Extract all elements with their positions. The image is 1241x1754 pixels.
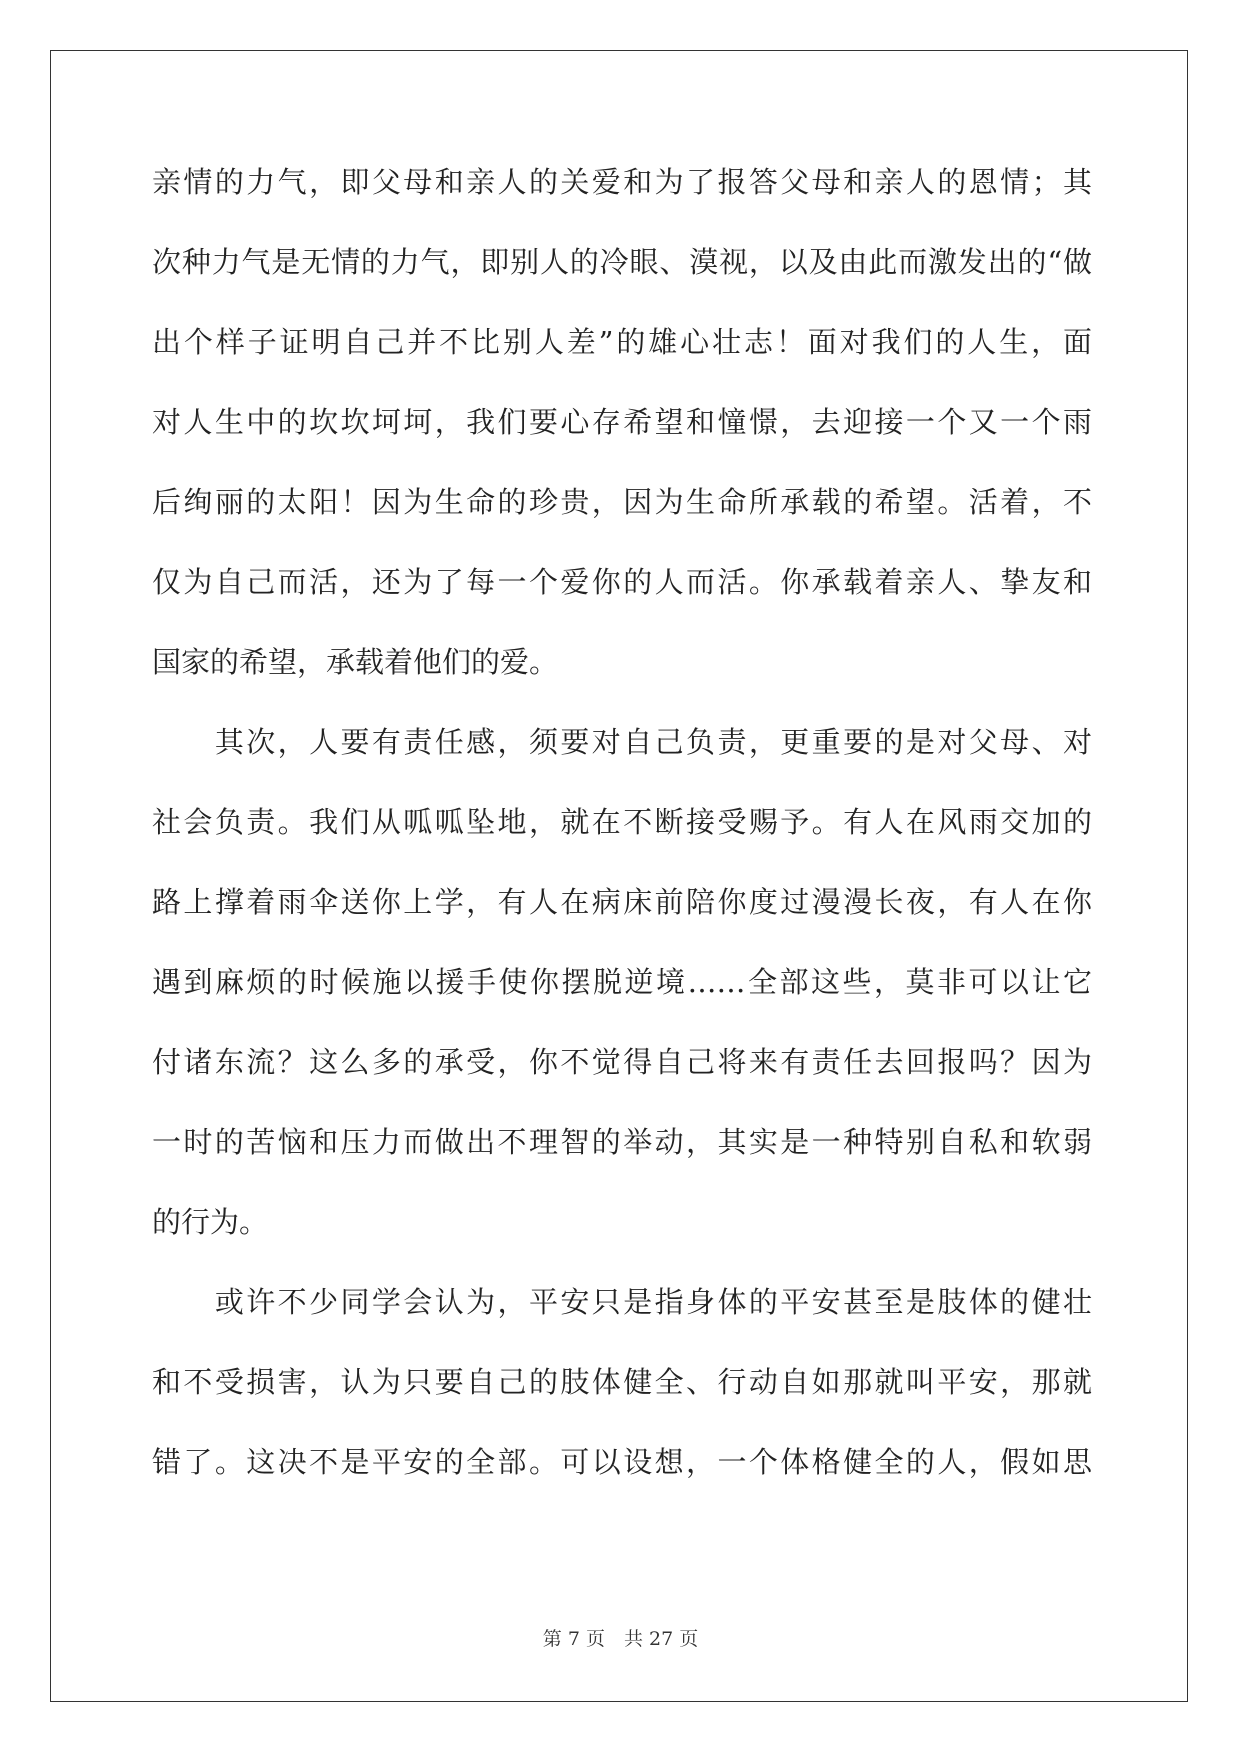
text-line: 其次，人要有责任感，须要对自己负责，更重要的是对父母、对: [152, 725, 1092, 759]
text-line: 社会负责。我们从呱呱坠地，就在不断接受赐予。有人在风雨交加的: [152, 805, 1092, 839]
text-line: 路上撑着雨伞送你上学，有人在病床前陪你度过漫漫长夜，有人在你: [152, 885, 1092, 919]
page-number: 第 7 页 共 27 页: [542, 1628, 699, 1650]
text-line: 出个样子证明自己并不比别人差”的雄心壮志！面对我们的人生，面: [152, 325, 1092, 359]
text-line: 一时的苦恼和压力而做出不理智的举动，其实是一种特别自私和软弱: [152, 1125, 1092, 1159]
text-line: 或许不少同学会认为，平安只是指身体的平安甚至是肢体的健壮: [152, 1285, 1092, 1319]
text-line: 的行为。: [152, 1205, 269, 1239]
text-line: 次种力气是无情的力气，即别人的冷眼、漠视，以及由此而激发出的“做: [152, 245, 1092, 279]
text-line: 国家的希望，承载着他们的爱。: [152, 645, 559, 679]
text-line: 付诸东流？这么多的承受，你不觉得自己将来有责任去回报吗？因为: [152, 1045, 1092, 1079]
document-body: [152, 162, 1092, 1522]
text-line: 亲情的力气，即父母和亲人的关爱和为了报答父母和亲人的恩情；其: [152, 165, 1092, 199]
text-line: 对人生中的坎坎坷坷，我们要心存希望和憧憬，去迎接一个又一个雨: [152, 405, 1092, 439]
text-line: 遇到麻烦的时候施以援手使你摆脱逆境……全部这些，莫非可以让它: [152, 965, 1092, 999]
text-line: 后绚丽的太阳！因为生命的珍贵，因为生命所承载的希望。活着，不: [152, 485, 1092, 519]
text-line: 和不受损害，认为只要自己的肢体健全、行动自如那就叫平安，那就: [152, 1365, 1092, 1399]
text-line: 仅为自己而活，还为了每一个爱你的人而活。你承载着亲人、挚友和: [152, 565, 1092, 599]
text-line: 错了。这决不是平安的全部。可以设想，一个体格健全的人，假如思: [152, 1445, 1092, 1479]
